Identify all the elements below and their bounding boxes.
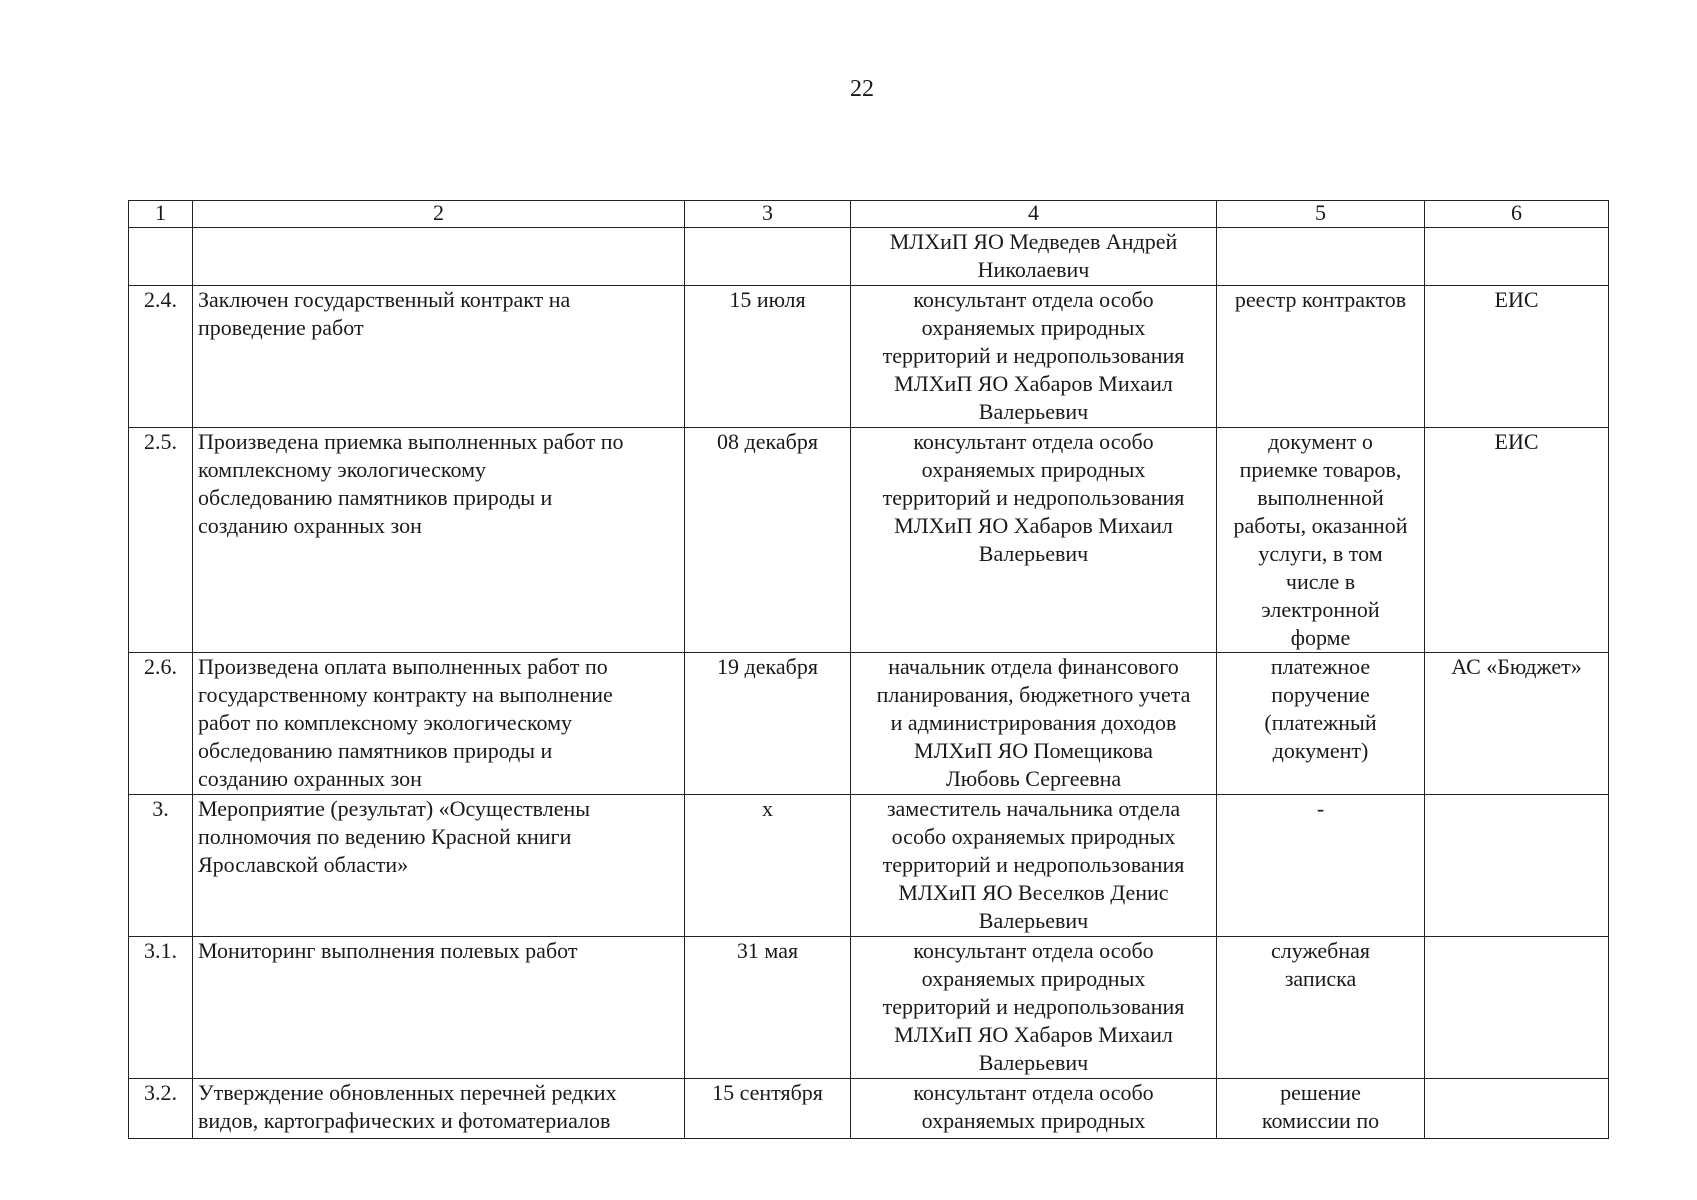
item-number: 2.5. bbox=[129, 428, 193, 653]
table-row bbox=[129, 286, 1609, 428]
responsible-person: консультант отдела особо охраняемых природных территорий и недропользования МЛХиП ЯО Хабаров Михаил Валерьевич bbox=[851, 428, 1217, 653]
table-row bbox=[129, 228, 1609, 286]
event-description: Произведена приемка выполненных работ по комплексному экологическому обследованию памятников природы и созданию охранных зон bbox=[193, 428, 685, 653]
deadline-date: x bbox=[685, 795, 851, 937]
header-cell: 5 bbox=[1217, 201, 1425, 228]
confirming-document: реестр контрактов bbox=[1217, 286, 1425, 428]
event-description: Мероприятие (результат) «Осуществлены полномочия по ведению Красной книги Ярославской области» bbox=[193, 795, 685, 937]
confirming-document: документ о приемке товаров, выполненной работы, оказанной услуги, в том числе в электронной форме bbox=[1217, 428, 1425, 653]
item-number: 3. bbox=[129, 795, 193, 937]
responsible-person: МЛХиП ЯО Медведев Андрей Николаевич bbox=[851, 228, 1217, 286]
deadline-date: 31 мая bbox=[685, 937, 851, 1079]
header-cell: 3 bbox=[685, 201, 851, 228]
event-description bbox=[193, 228, 685, 286]
information-system bbox=[1425, 228, 1609, 286]
item-number: 2.6. bbox=[129, 653, 193, 795]
confirming-document: платежное поручение (платежный документ) bbox=[1217, 653, 1425, 795]
responsible-person: консультант отдела особо охраняемых природных территорий и недропользования МЛХиП ЯО Хабаров Михаил Валерьевич bbox=[851, 937, 1217, 1079]
table-row bbox=[129, 795, 1609, 937]
table-row bbox=[129, 653, 1609, 795]
event-description: Произведена оплата выполненных работ по государственному контракту на выполнение работ по комплексному экологическому обследованию памятников природы и созданию охранных зон bbox=[193, 653, 685, 795]
confirming-document: - bbox=[1217, 795, 1425, 937]
item-number: 2.4. bbox=[129, 286, 193, 428]
item-number: 3.1. bbox=[129, 937, 193, 1079]
confirming-document bbox=[1217, 228, 1425, 286]
deadline-date: 19 декабря bbox=[685, 653, 851, 795]
responsible-person: начальник отдела финансового планирования, бюджетного учета и администрирования доходов МЛХиП ЯО Помещикова Любовь Сергеевна bbox=[851, 653, 1217, 795]
information-system: ЕИС bbox=[1425, 428, 1609, 653]
table-row bbox=[129, 428, 1609, 653]
deadline-date: 15 сентября bbox=[685, 1079, 851, 1139]
information-system: ЕИС bbox=[1425, 286, 1609, 428]
item-number: 3.2. bbox=[129, 1079, 193, 1139]
information-system bbox=[1425, 795, 1609, 937]
information-system: АС «Бюджет» bbox=[1425, 653, 1609, 795]
responsible-person: заместитель начальника отдела особо охраняемых природных территорий и недропользования МЛХиП ЯО Веселков Денис Валерьевич bbox=[851, 795, 1217, 937]
item-number bbox=[129, 228, 193, 286]
header-cell: 4 bbox=[851, 201, 1217, 228]
confirming-document: решение комиссии по bbox=[1217, 1079, 1425, 1139]
plan-table bbox=[128, 200, 1609, 1139]
event-description: Мониторинг выполнения полевых работ bbox=[193, 937, 685, 1079]
deadline-date bbox=[685, 228, 851, 286]
responsible-person: консультант отдела особо охраняемых природных территорий и недропользования МЛХиП ЯО Хабаров Михаил Валерьевич bbox=[851, 286, 1217, 428]
page-number: 22 bbox=[850, 76, 874, 102]
table-row bbox=[129, 937, 1609, 1079]
header-cell: 6 bbox=[1425, 201, 1609, 228]
header-cell: 1 bbox=[129, 201, 193, 228]
information-system bbox=[1425, 1079, 1609, 1139]
responsible-person: консультант отдела особо охраняемых природных bbox=[851, 1079, 1217, 1139]
column-number-header bbox=[129, 201, 1609, 228]
header-cell: 2 bbox=[193, 201, 685, 228]
event-description: Утверждение обновленных перечней редких видов, картографических и фотоматериалов bbox=[193, 1079, 685, 1139]
confirming-document: служебная записка bbox=[1217, 937, 1425, 1079]
information-system bbox=[1425, 937, 1609, 1079]
table-row bbox=[129, 1079, 1609, 1139]
deadline-date: 08 декабря bbox=[685, 428, 851, 653]
deadline-date: 15 июля bbox=[685, 286, 851, 428]
event-description: Заключен государственный контракт на проведение работ bbox=[193, 286, 685, 428]
